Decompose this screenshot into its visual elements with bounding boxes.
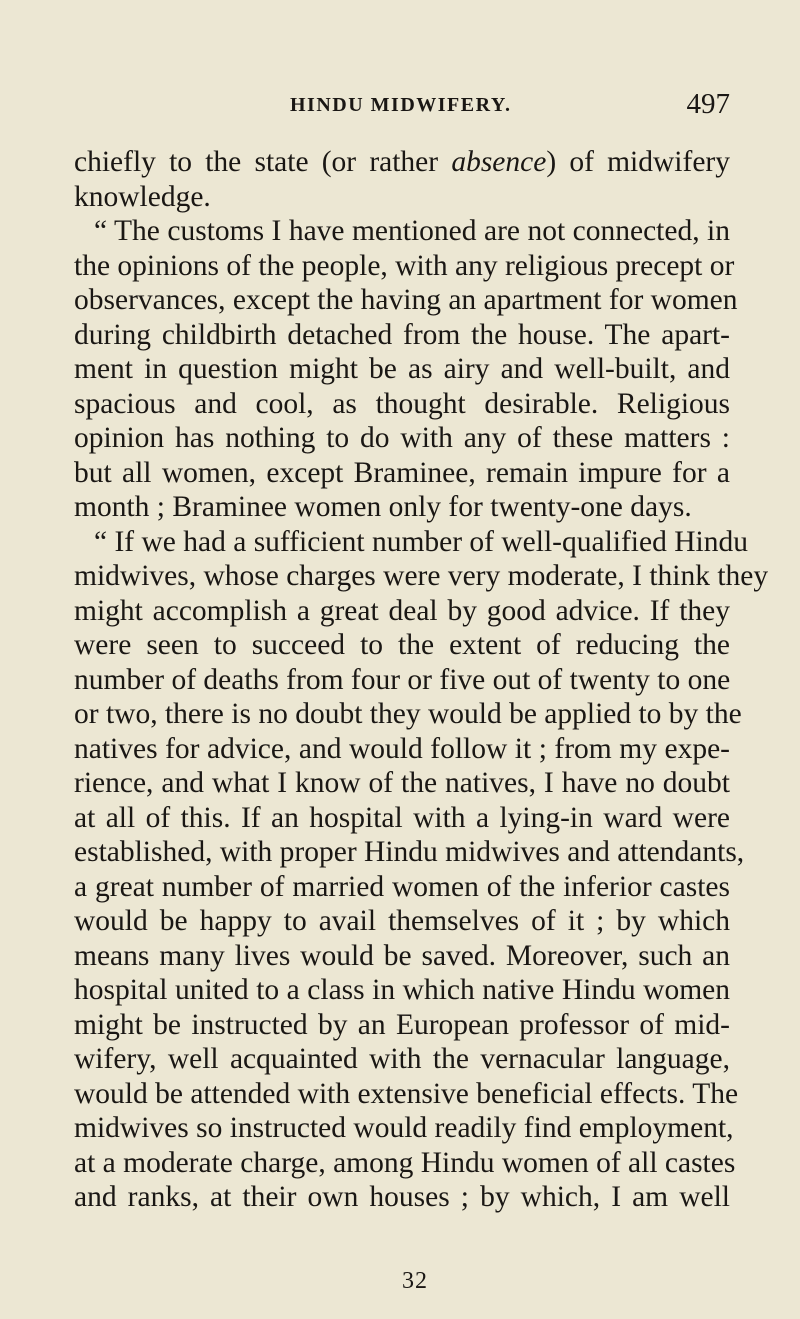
text-line: hospital united to a class in which native Hindu women [74,974,730,1006]
text-line: might be instructed by an European professor of mid- [74,1008,730,1041]
text-line: “ The customs I have mentioned are not connected, in [94,215,730,247]
text-line: during childbirth detached from the house. The apart- [74,318,730,351]
running-title: HINDU MIDWIFERY. [290,94,512,116]
text-line: midwives so instructed would readily find employment, [74,1112,734,1144]
running-head [74,88,730,124]
text-line: spacious and cool, as thought desirable. Religious [74,387,730,420]
text-line: opinion has nothing to do with any of these matters : [74,422,730,454]
text-line: observances, except the having an apartment for women [74,284,738,316]
text-line: the opinions of the people, with any religious precept or [74,249,735,282]
text-line: “ If we had a sufficient number of well-qualified Hindu [94,525,748,558]
text-line: were seen to succeed to the extent of reducing the [74,629,730,661]
text-line: might accomplish a great deal by good advice. If they [74,594,730,627]
text-line: month ; Braminee women only for twenty-one days. [74,491,692,523]
text-line: at all of this. If an hospital with a lying-in ward were [74,801,730,834]
text-line: but all women, except Braminee, remain impure for a [74,456,730,489]
text-line: midwives, whose charges were very moderate, I think they [74,560,769,592]
page-number: 497 [686,88,730,120]
text-segment: ) of midwifery [546,146,730,178]
signature-mark: 32 [402,1268,428,1294]
text-line: wifery, well acquainted with the vernacular language, [74,1043,730,1075]
text-segment: chiefly to the state (or rather [74,146,452,178]
text-line: established, with proper Hindu midwives and attendants, [74,836,745,868]
text-line: number of deaths from four or five out of twenty to one [74,663,731,696]
text-line: ment in question might be as airy and well-built, and [74,353,730,385]
text-line: or two, there is no doubt they would be applied to by the [74,698,742,730]
text-line: would be attended with extensive beneficial effects. The [74,1077,739,1110]
text-line: natives for advice, and would follow it ; from my expe- [74,732,730,765]
text-line: means many lives would be saved. Moreover, such an [74,939,730,972]
body-text [74,145,769,1215]
text-line: and ranks, at their own houses ; by which, I am well [74,1181,730,1213]
text-line [74,145,730,180]
text-line: rience, and what I know of the natives, I have no doubt [74,767,730,799]
text-line: would be happy to avail themselves of it ; by which [74,905,730,937]
italic-word: absence [451,146,547,178]
text-line: at a moderate charge, among Hindu women of all castes [74,1146,736,1179]
text-line: knowledge. [74,180,211,213]
text-line: a great number of married women of the inferior castes [74,870,730,903]
